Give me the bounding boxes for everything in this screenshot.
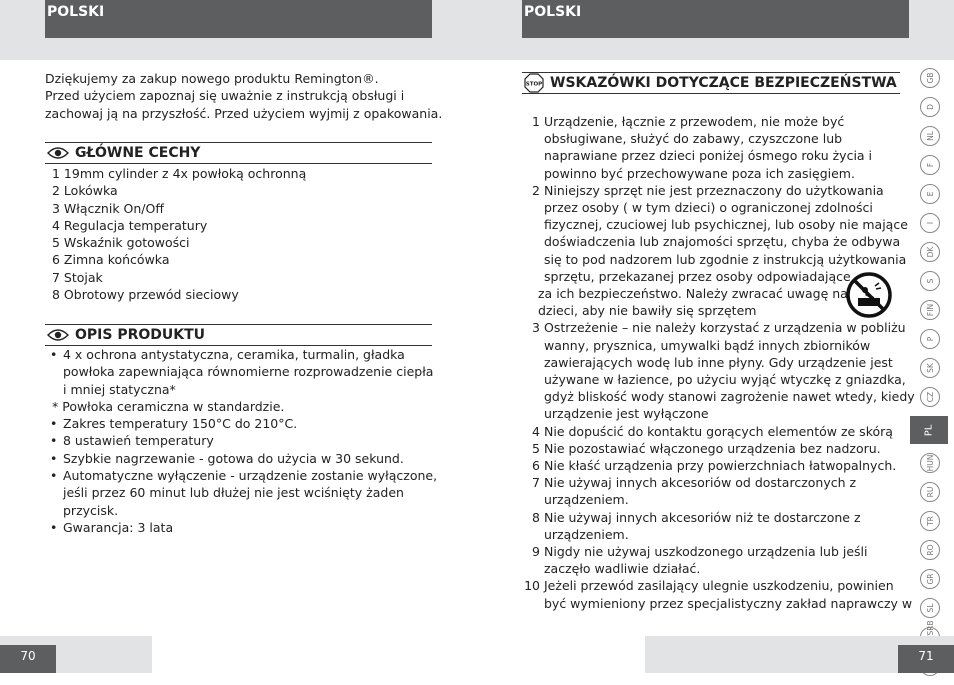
safety-line [522,337,902,354]
no-children-play-icon [845,271,893,319]
safety-line [522,405,902,422]
safety-line [522,251,907,268]
safety-text: Ostrzeżenie – nie należy korzystać z urządzenia w pobliżu [544,320,906,336]
safety-text: Jeżeli przewód zasilający ulegnie uszkodzeniu, powinien [544,578,894,594]
safety-text: powinno być przechowywane poza ich zasięgiem. [544,165,855,181]
safety-text: przez osoby ( w tym dzieci) o ograniczonej zdolności [544,200,873,216]
eye-icon [47,328,69,342]
bullet-item: • 8 ustawień temperatury [50,433,214,449]
list-item: 3 Włącznik On/Off [52,200,164,216]
safety-line [522,388,915,405]
safety-text: urządzeniem. [544,492,629,508]
safety-line [522,457,902,474]
language-tab-gb[interactable]: GB [920,68,940,88]
safety-text: Nie kłaść urządzenia przy powierzchniach łatwopalnych. [544,458,897,474]
safety-number: 5 [532,440,540,456]
intro-line: zachowaj ją na przyszłość. Przed użyciem wyjmij z opakowania. [45,105,443,121]
header-left: POLSKI [45,0,432,38]
stop-icon [524,73,544,93]
page-number-left: 70 [0,645,56,673]
bullet-item: • Szybkie nagrzewanie - gotowa do użycia w 30 sekund. [50,450,404,466]
safety-number: 9 [532,544,540,560]
language-tab-s[interactable]: S [920,271,940,291]
safety-heading [522,72,900,94]
safety-line [522,474,902,491]
features-title: GŁÓWNE CECHY [75,145,201,161]
bullet-item: • Zakres temperatury 150°C do 210°C. [50,416,298,432]
list-item: 4 Regulacja temperatury [52,217,208,233]
safety-text: się to pod nadzorem lub zgodnie z instrukcją użytkowania [544,251,907,267]
language-tab-p[interactable]: P [920,329,940,349]
safety-title: WSKAZÓWKI DOTYCZĄCE BEZPIECZEŃSTWA [550,75,897,91]
language-tab-d[interactable]: D [920,97,940,117]
safety-text: fizycznej, czuciowej lub psychicznej, lub osoby nie mające [544,217,908,233]
safety-text: urządzenie jest wyłączone [544,406,709,422]
safety-line [522,182,902,199]
safety-line [522,560,902,577]
language-tab-fin[interactable]: FIN [920,300,940,320]
safety-number: 2 [532,182,540,198]
description-heading [45,324,432,346]
safety-line [522,130,902,147]
safety-number: 8 [532,509,540,525]
safety-text: za ich bezpieczeństwo. Należy zwracać uwagę na [538,286,848,302]
intro-text [45,70,445,122]
safety-number: 1 [532,114,540,129]
intro-line: Dziękujemy za zakup nowego produktu Remington®. [45,71,379,86]
language-tab-sk[interactable]: SK [920,358,940,378]
features-list [52,165,306,303]
safety-line [522,371,906,388]
intro-line: Przed użyciem zapoznaj się uważnie z instrukcją obsługi i [45,88,405,104]
safety-line [522,595,913,612]
safety-line [522,199,902,216]
language-index [918,68,944,685]
language-tab-f[interactable]: F [920,155,940,175]
safety-number: 7 [532,475,540,491]
page-number-right: 71 [898,645,954,673]
safety-line [522,147,902,164]
safety-text: Nigdy nie używaj uszkodzonego urządzenia lub jeśli [544,544,868,560]
safety-text: Nie dopuścić do kontaktu gorących elementów ze skórą [544,423,893,439]
safety-text: gdyż bliskość wody stanowi zagrożenie nawet wtedy, kiedy [544,389,915,405]
header-right: POLSKI [522,0,909,38]
safety-line [522,543,902,560]
safety-text: dzieci, aby nie bawiły się sprzętem [538,303,757,319]
safety-text: obsługiwane, służyć do zabawy, czyszczone lub [544,131,843,147]
list-item: 5 Wskaźnik gotowości [52,235,190,251]
language-tab-ru[interactable]: RU [920,482,940,502]
safety-line [522,354,902,371]
list-item: 7 Stojak [52,269,103,285]
safety-text: używane w łazience, po użyciu wyjąć wtyczkę z gniazdka, [544,372,906,388]
language-tab-hun[interactable]: HUN [920,453,940,473]
bullet-item: • Automatyczne wyłączenie - urządzenie zostanie wyłączone, jeśli przez 60 minut lub dłużej nie jest wciśnięty żaden przycisk. [50,468,438,518]
safety-text: Nie używaj innych akcesoriów niż te dostarczone z [544,509,861,525]
safety-line [522,165,902,182]
safety-line [522,233,902,250]
list-item: 1 19mm cylinder z 4x powłoką ochronną [52,166,307,181]
safety-number: 6 [532,458,540,474]
safety-number: 4 [532,423,540,439]
description-title: OPIS PRODUKTU [75,327,206,343]
safety-text: wanny, prysznica, umywalki bądź innych zbiorników [544,337,871,353]
safety-text: Nie pozostawiać włączonego urządzenia bez nadzoru. [544,440,881,456]
language-tab-nl[interactable]: NL [920,126,940,146]
coating-note: * Powłoka ceramiczna w standardzie. [52,398,285,414]
language-tab-e[interactable]: E [920,184,940,204]
list-item: 2 Lokówka [52,183,118,199]
language-tab-tr[interactable]: TR [920,511,940,531]
safety-text: sprzętu, przekazanej przez osoby odpowiadające [544,268,851,284]
svg-text:STOP: STOP [525,81,543,88]
safety-text: być wymieniony przez specjalistyczny zakład naprawczy w [544,595,913,611]
language-tab-sl[interactable]: SL [920,598,940,618]
safety-text: naprawiane przez dzieci poniżej ósmego roku życia i [544,148,873,164]
bullet-item: • 4 x ochrona antystatyczna, ceramika, turmalin, gładka powłoka zapewniająca równomierne rozprowadzenie ciepła i mniej statyczna* [50,347,434,397]
language-tab-ro[interactable]: RO [920,540,940,560]
safety-text: Nie używaj innych akcesoriów od dostarczonych z [544,475,857,491]
safety-text: zaczęło wadliwie działać. [544,561,701,577]
safety-line [522,526,902,543]
list-item: 6 Zimna końcówka [52,252,170,268]
language-tab-pl[interactable]: PL [910,416,948,444]
language-tab-i[interactable]: I [920,213,940,233]
language-tab-dk[interactable]: DK [920,242,940,262]
safety-text: urządzeniem. [544,526,629,542]
language-tab-cz[interactable]: CZ [920,387,940,407]
bullet-item: • Gwarancja: 3 lata [50,519,174,535]
safety-line [522,509,902,526]
safety-text: zawierających wodę lub inne płyny. Gdy urządzenie jest [544,354,893,370]
features-heading [45,142,432,164]
safety-text: Niniejszy sprzęt nie jest przeznaczony do użytkowania [544,182,884,198]
safety-number: 3 [532,320,540,336]
description-list [50,346,440,536]
safety-line [522,319,906,336]
safety-line [522,113,902,130]
safety-line [522,491,902,508]
safety-line [522,577,902,594]
safety-number: 10 [524,578,540,594]
safety-line [522,423,902,440]
list-item: 8 Obrotowy przewód sieciowy [52,287,239,303]
safety-list [522,113,915,612]
safety-text: doświadczenia lub znajomości sprzętu, chyba że odbywa [544,234,901,250]
safety-text: Urządzenie, łącznie z przewodem, nie może być [544,114,845,129]
safety-line [522,216,908,233]
safety-line [522,440,902,457]
language-tab-gr[interactable]: GR [920,569,940,589]
eye-icon [47,146,69,160]
